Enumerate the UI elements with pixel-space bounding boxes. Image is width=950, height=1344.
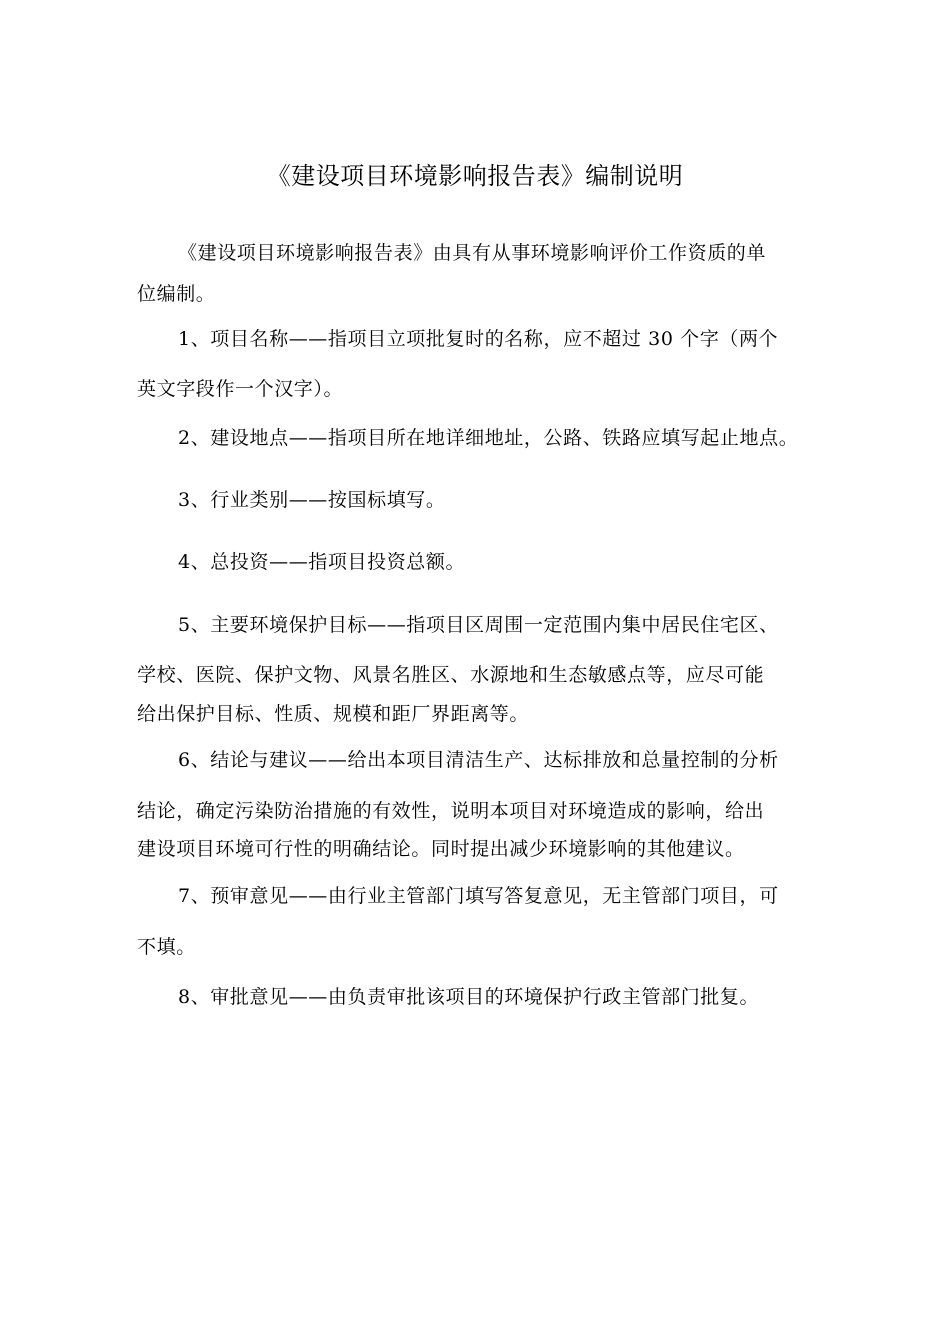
item-7-line-1: 7、预审意见——由行业主管部门填写答复意见，无主管部门项目，可 [178,885,779,907]
item-3-line-1: 3、行业类别——按国标填写。 [178,489,446,511]
item-1-line-2: 英文字段作一个汉字）。 [137,378,344,400]
item-8-line-1: 8、审批意见——由负责审批该项目的环境保护行政主管部门批复。 [178,986,760,1008]
paragraph-intro-line-1: 《建设项目环境影响报告表》由具有从事环境影响评价工作资质的单 [178,242,767,264]
item-5-line-2: 学校、医院、保护文物、风景名胜区、水源地和生态敏感点等，应尽可能 [137,664,765,686]
item-6-line-1: 6、结论与建议——给出本项目清洁生产、达标排放和总量控制的分析 [178,749,779,771]
paragraph-intro-line-2: 位编制。 [137,283,216,305]
item-4-line-1: 4、总投资——指项目投资总额。 [178,551,466,573]
item-6-line-2: 结论，确定污染防治措施的有效性，说明本项目对环境造成的影响，给出 [137,800,765,822]
item-2-line-1: 2、建设地点——指项目所在地详细地址，公路、铁路应填写起止地点。 [178,427,799,449]
item-1-line-1: 1、项目名称——指项目立项批复时的名称，应不超过 30 个字（两个 [178,328,779,350]
item-7-line-2: 不填。 [137,936,196,958]
item-5-line-1: 5、主要环境保护目标——指项目区周围一定范围内集中居民住宅区、 [178,614,779,636]
document-title: 《建设项目环境影响报告表》编制说明 [266,162,684,190]
item-5-line-3: 给出保护目标、性质、规模和距厂界距离等。 [137,703,530,725]
item-6-line-3: 建设项目环境可行性的明确结论。同时提出减少环境影响的其他建议。 [137,838,745,860]
